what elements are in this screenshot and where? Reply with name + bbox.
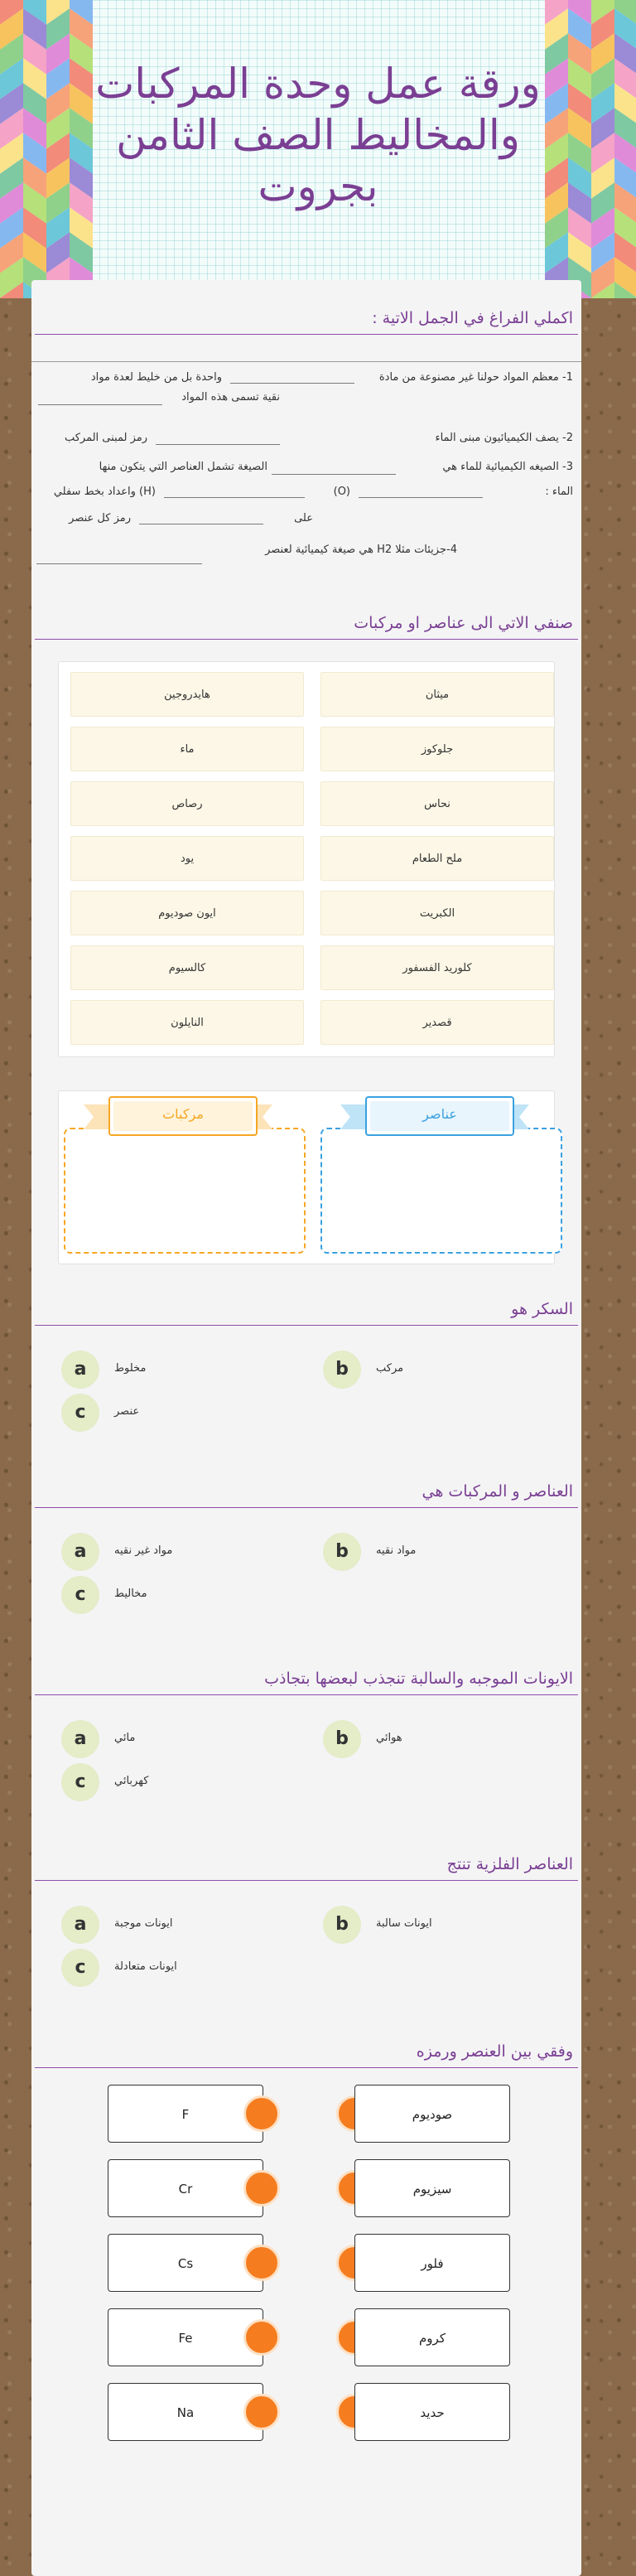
match-connector-dot[interactable] xyxy=(243,2170,280,2206)
option-label: مركب xyxy=(376,1362,404,1375)
match-connector-dot[interactable] xyxy=(243,2095,280,2132)
classify-chip[interactable]: ملح الطعام xyxy=(320,836,554,881)
match-symbol-box[interactable]: Cr xyxy=(108,2159,263,2217)
option-label: مخاليط xyxy=(114,1588,147,1600)
worksheet xyxy=(31,280,581,2576)
option-letter-badge: c xyxy=(61,1949,99,1987)
q3-text-e: (H) واعداد بخط سفلي xyxy=(53,486,156,498)
header-banner xyxy=(0,0,636,298)
mcq-option-a[interactable] xyxy=(61,1351,268,1389)
mcq-option-b[interactable] xyxy=(323,1351,530,1389)
mcq-option-b[interactable] xyxy=(323,1720,530,1758)
match-symbol-box[interactable]: F xyxy=(108,2085,263,2143)
option-letter-badge: b xyxy=(323,1351,361,1389)
classify-chip[interactable]: كالسيوم xyxy=(70,945,304,990)
mcq-question-title: العناصر الفلزية تنتج xyxy=(35,1848,578,1881)
option-label: مواد غير نقيه xyxy=(114,1544,173,1557)
option-letter-badge: b xyxy=(323,1533,361,1571)
mcq-option-c[interactable] xyxy=(61,1763,268,1801)
option-letter-badge: c xyxy=(61,1576,99,1614)
compounds-bin-label: مركبات xyxy=(162,1106,204,1122)
chevron-pattern-right xyxy=(545,0,636,298)
q1-text-c: نقية تسمى هذه المواد xyxy=(181,391,280,404)
elements-bin[interactable] xyxy=(320,1128,562,1254)
section-title-fill: اكملي الفراغ في الجمل الاتية : xyxy=(35,302,578,335)
option-letter-badge: c xyxy=(61,1763,99,1801)
classify-chip[interactable]: ايون صوديوم xyxy=(70,891,304,935)
classify-chip[interactable]: قصدير xyxy=(320,1000,554,1045)
q1-text-b: واحدة بل من خليط لعدة مواد xyxy=(90,371,222,384)
chevron-pattern-left xyxy=(0,0,91,298)
blank-q3-2[interactable] xyxy=(359,497,483,498)
q3-text-d: (O) xyxy=(333,486,350,498)
blank-q4-1[interactable] xyxy=(36,563,202,564)
match-connector-dot[interactable] xyxy=(243,2394,280,2430)
option-letter-badge: a xyxy=(61,1533,99,1571)
section-title-matching: وفقي بين العنصر ورمزه xyxy=(35,2035,578,2068)
compounds-bin[interactable] xyxy=(64,1128,306,1254)
option-label: مائي xyxy=(114,1732,136,1744)
match-symbol-box[interactable]: Na xyxy=(108,2383,263,2441)
classify-chip[interactable]: نحاس xyxy=(320,781,554,826)
option-label: ايونات موجبة xyxy=(114,1917,173,1930)
option-letter-badge: b xyxy=(323,1720,361,1758)
q2-text-b: رمز لمبنى المركب xyxy=(64,432,147,444)
mcq-option-a[interactable] xyxy=(61,1720,268,1758)
classify-chip[interactable]: كلوريد الفسفور xyxy=(320,945,554,990)
q3-text-c: الماء : xyxy=(545,486,573,498)
option-label: عنصر xyxy=(114,1405,140,1418)
mcq-option-a[interactable] xyxy=(61,1906,268,1944)
mcq-option-c[interactable] xyxy=(61,1394,268,1432)
blank-q3-3[interactable] xyxy=(164,497,305,498)
blank-q1-2[interactable] xyxy=(38,404,162,405)
match-name-box[interactable]: كروم xyxy=(354,2308,510,2366)
classify-chip[interactable]: جلوكوز xyxy=(320,727,554,771)
page-title: ورقة عمل وحدة المركبات والمخاليط الصف الثامن بجروت xyxy=(95,60,541,210)
option-label: ايونات متعادلة xyxy=(114,1960,177,1973)
option-letter-badge: a xyxy=(61,1720,99,1758)
option-letter-badge: b xyxy=(323,1906,361,1944)
option-letter-badge: c xyxy=(61,1394,99,1432)
option-label: هوائي xyxy=(376,1732,402,1744)
q4-text-a: 4-جزيئات مثلا H2 هي صيغة كيميائية لعنصر xyxy=(265,544,457,556)
word-bank xyxy=(58,661,555,1057)
option-label: كهربائي xyxy=(114,1775,149,1787)
q1-text-a: 1- معظم المواد حولنا غير مصنوعة من مادة xyxy=(378,371,573,384)
section-title-classify: صنفي الاتي الى عناصر او مركبات xyxy=(35,607,578,640)
q3-text-f: على xyxy=(294,512,313,524)
blank-q1-1[interactable] xyxy=(230,383,354,384)
mcq-option-c[interactable] xyxy=(61,1576,268,1614)
classify-chip[interactable]: ماء xyxy=(70,727,304,771)
q3-text-a: 3- الصيغه الكيميائية للماء هي xyxy=(442,461,573,473)
option-label: مخلوط xyxy=(114,1362,147,1375)
mcq-option-b[interactable] xyxy=(323,1533,530,1571)
q2-text-a: 2- يصف الكيميائيون مبنى الماء xyxy=(435,432,573,444)
classify-chip[interactable]: رصاص xyxy=(70,781,304,826)
match-connector-dot[interactable] xyxy=(243,2319,280,2356)
mcq-option-a[interactable] xyxy=(61,1533,268,1571)
elements-ribbon xyxy=(365,1096,514,1136)
classify-chip[interactable]: ميثان xyxy=(320,672,554,717)
mcq-question-title: العناصر و المركبات هي xyxy=(35,1475,578,1508)
match-name-box[interactable]: فلور xyxy=(354,2234,510,2292)
mcq-option-c[interactable] xyxy=(61,1949,268,1987)
classify-chip[interactable]: يود xyxy=(70,836,304,881)
q3-text-g: رمز كل عنصر xyxy=(69,512,131,524)
match-symbol-box[interactable]: Cs xyxy=(108,2234,263,2292)
option-label: مواد نقيه xyxy=(376,1544,417,1557)
match-symbol-box[interactable]: Fe xyxy=(108,2308,263,2366)
mcq-option-b[interactable] xyxy=(323,1906,530,1944)
elements-bin-label: عناصر xyxy=(422,1106,457,1122)
blank-q2-1[interactable] xyxy=(156,444,280,445)
classify-chip[interactable]: الكبريت xyxy=(320,891,554,935)
classify-chip[interactable]: النايلون xyxy=(70,1000,304,1045)
match-name-box[interactable]: حديد xyxy=(354,2383,510,2441)
option-label: ايونات سالبة xyxy=(376,1917,432,1930)
match-connector-dot[interactable] xyxy=(243,2245,280,2281)
answer-line[interactable] xyxy=(31,361,581,362)
match-name-box[interactable]: سيزيوم xyxy=(354,2159,510,2217)
option-letter-badge: a xyxy=(61,1351,99,1389)
compounds-ribbon xyxy=(108,1096,258,1136)
mcq-question-title: الايونات الموجبه والسالبة تنجذب لبعضها بتجاذب xyxy=(35,1662,578,1695)
classify-chip[interactable]: هايدروجين xyxy=(70,672,304,717)
blank-q3-1[interactable] xyxy=(272,474,396,475)
sort-area xyxy=(58,1090,555,1264)
q3-text-b: الصيغة تشمل العناصر التي يتكون منها xyxy=(99,461,267,473)
option-letter-badge: a xyxy=(61,1906,99,1944)
match-name-box[interactable]: صوديوم xyxy=(354,2085,510,2143)
mcq-question-title: السكر هو xyxy=(35,1293,578,1326)
